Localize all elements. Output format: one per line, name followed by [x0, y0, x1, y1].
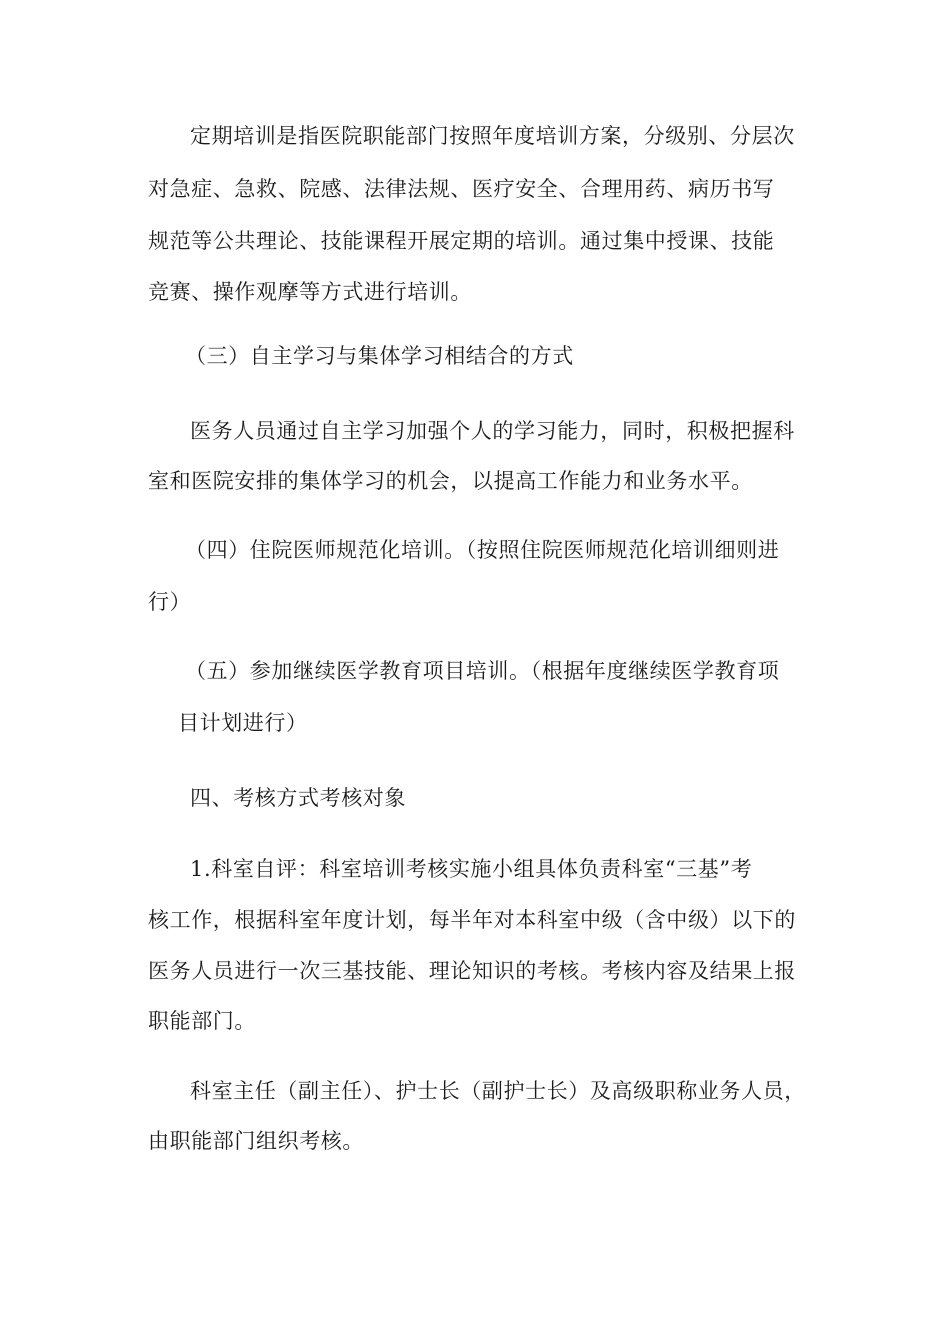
- section-heading: （四）住院医师规范化培训。（按照住院医师规范化培训细则进: [185, 538, 780, 562]
- paragraph-line: 竞赛、操作观摩等方式进行培训。: [148, 280, 472, 304]
- paragraph-line: 室和医院安排的集体学习的机会，以提高工作能力和业务水平。: [148, 469, 753, 493]
- paragraph-line: 医务人员进行一次三基技能、理论知识的考核。考核内容及结果上报: [148, 959, 796, 983]
- paragraph-line: 对急症、急救、院感、法律法规、医疗安全、合理用药、病历书写: [148, 177, 775, 201]
- paragraph-line: 行）: [148, 590, 192, 614]
- paragraph-line: 目计划进行）: [178, 711, 308, 735]
- paragraph-line: 职能部门。: [148, 1009, 256, 1033]
- paragraph-line: 由职能部门组织考核。: [148, 1129, 364, 1153]
- section-heading: （五）参加继续医学教育项目培训。（根据年度继续医学教育项: [185, 659, 780, 683]
- paragraph-line: 核工作，根据科室年度计划，每半年对本科室中级（含中级）以下的: [148, 908, 796, 932]
- paragraph-line: 定期培训是指医院职能部门按照年度培训方案，分级别、分层次: [190, 124, 795, 148]
- section-heading: （三）自主学习与集体学习相结合的方式: [185, 344, 574, 368]
- section-heading: 四、考核方式考核对象: [190, 786, 406, 810]
- paragraph-line: 1.科室自评：科室培训考核实施小组具体负责科室“三基”考: [190, 857, 753, 881]
- paragraph-line: 规范等公共理论、技能课程开展定期的培训。通过集中授课、技能: [148, 229, 775, 253]
- paragraph-line: 科室主任（副主任）、护士长（副护士长）及高级职称业务人员，: [190, 1079, 806, 1103]
- paragraph-line: 医务人员通过自主学习加强个人的学习能力，同时，积极把握科: [190, 419, 795, 443]
